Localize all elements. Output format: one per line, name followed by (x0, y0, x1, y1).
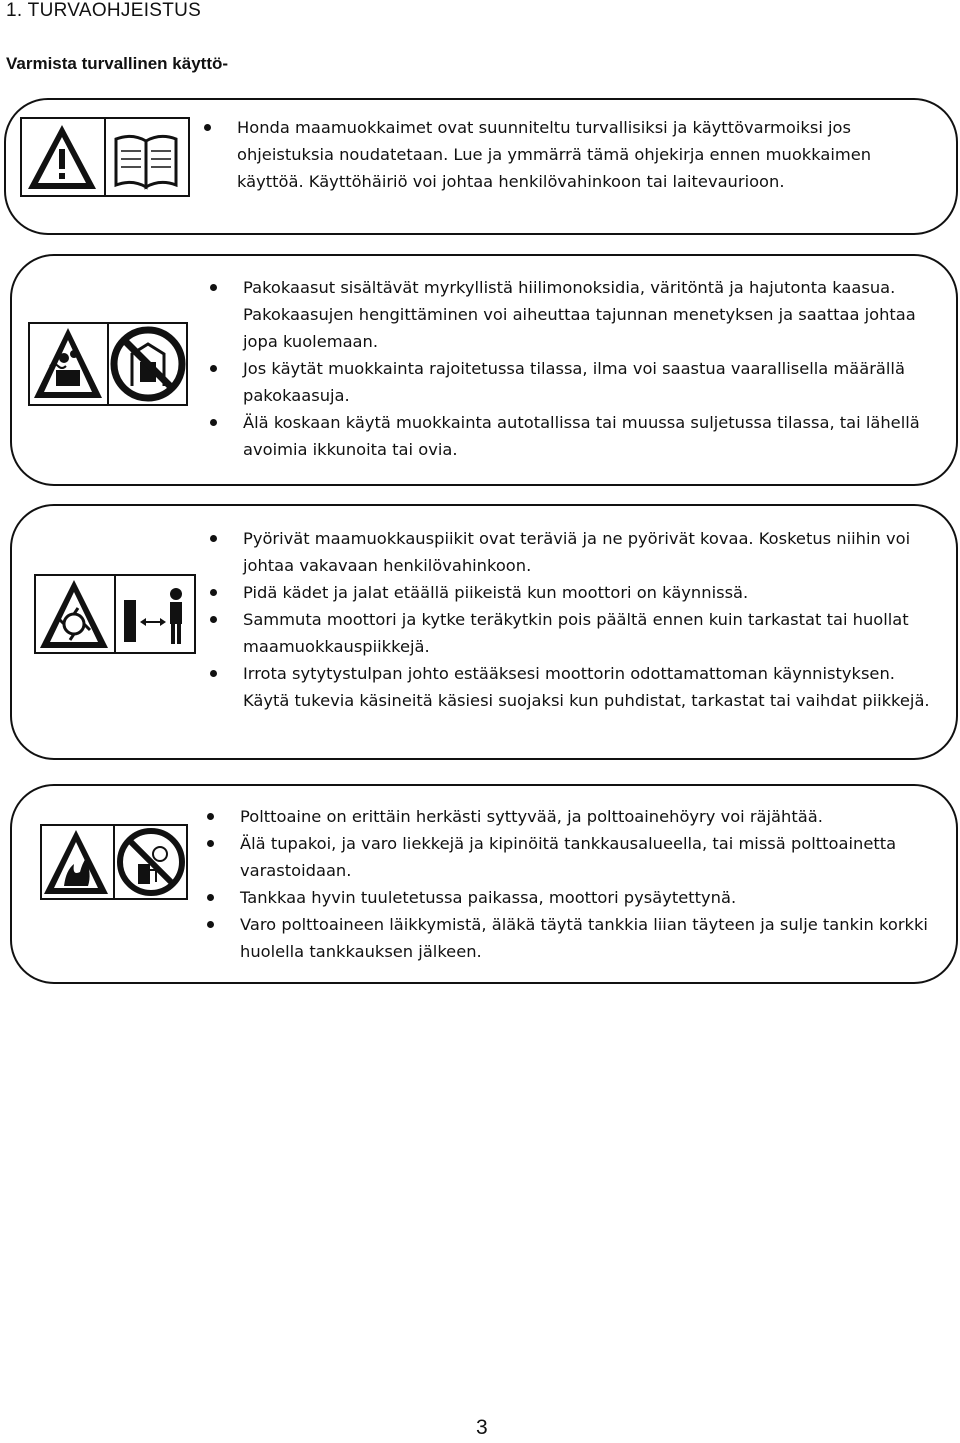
no-indoor-use-icon (114, 330, 182, 398)
list-item: Pyörivät maamuokkauspiikit ovat teräviä ja ne pyörivät kovaa. Kosketus niihin voi johtaa vakavaan henkilövahinkoon. (243, 525, 933, 579)
keep-distance-icon (124, 588, 182, 644)
rotating-tines-hazard-icon (40, 580, 108, 648)
warning-triangle-icon (28, 125, 96, 189)
flammable-fire-icon (44, 830, 108, 894)
icon-panel-exhaust (28, 322, 188, 406)
icon-panel-general (20, 117, 190, 197)
item-list-general (237, 114, 937, 195)
list-item: Irrota sytytystulpan johto estääksesi moottorin odottamattoman käynnistyksen. Käytä tukevia käsineitä käsiesi suojaksi kun puhdistat, tarkastat tai vaihdat piikkejä. (243, 660, 933, 714)
toxic-fumes-icon (34, 328, 102, 398)
list-item: Jos käytät muokkainta rajoitetussa tilassa, ilma voi saastua vaarallisella määrällä pakokaasuja. (243, 355, 933, 409)
page-number: 3 (476, 1416, 488, 1439)
icon-panel-tines (34, 574, 196, 654)
section-heading: 1. TURVAOHJEISTUS (6, 0, 202, 21)
list-item: Polttoaine on erittäin herkästi syttyvää, ja polttoainehöyry voi räjähtää. (240, 803, 930, 830)
list-item: Pidä kädet ja jalat etäällä piikeistä kun moottori on käynnissä. (243, 579, 933, 606)
item-list-tines (243, 525, 933, 714)
list-item: Sammuta moottori ja kytke teräkytkin pois päältä ennen kuin tarkastat tai huollat maamuokkauspiikkejä. (243, 606, 933, 660)
list-item: Tankkaa hyvin tuuletetussa paikassa, moottori pysäytettynä. (240, 884, 930, 911)
list-item: Varo polttoaineen läikkymistä, äläkä täytä tankkia liian täyteen ja sulje tankin korkki huolella tankkauksen jälkeen. (240, 911, 930, 965)
list-item: Honda maamuokkaimet ovat suunniteltu turvallisiksi ja käyttövarmoiksi jos ohjeistuksia noudatetaan. Lue ja ymmärrä tämä ohjekirja ennen muokkaimen käyttöä. Käyttöhäiriö voi johtaa henkilövahinkoon tai laitevaurioon. (237, 114, 937, 195)
list-item: Älä koskaan käytä muokkainta autotallissa tai muussa suljetussa tilassa, tai lähellä avoimia ikkunoita tai ovia. (243, 409, 933, 463)
no-smoking-refuel-icon (120, 831, 182, 893)
list-item: Älä tupakoi, ja varo liekkejä ja kipinöitä tankkausalueella, tai missä polttoainetta varastoidaan. (240, 830, 930, 884)
icon-panel-fuel (40, 824, 188, 900)
subheading: Varmista turvallinen käyttö- (6, 54, 229, 73)
item-list-fuel (240, 803, 930, 965)
manual-book-icon (116, 136, 176, 187)
item-list-exhaust (243, 274, 933, 463)
list-item: Pakokaasut sisältävät myrkyllistä hiilimonoksidia, väritöntä ja hajutonta kaasua. Pakokaasujen hengittäminen voi aiheuttaa tajunnan menetyksen ja saattaa johtaa jopa kuolemaan. (243, 274, 933, 355)
